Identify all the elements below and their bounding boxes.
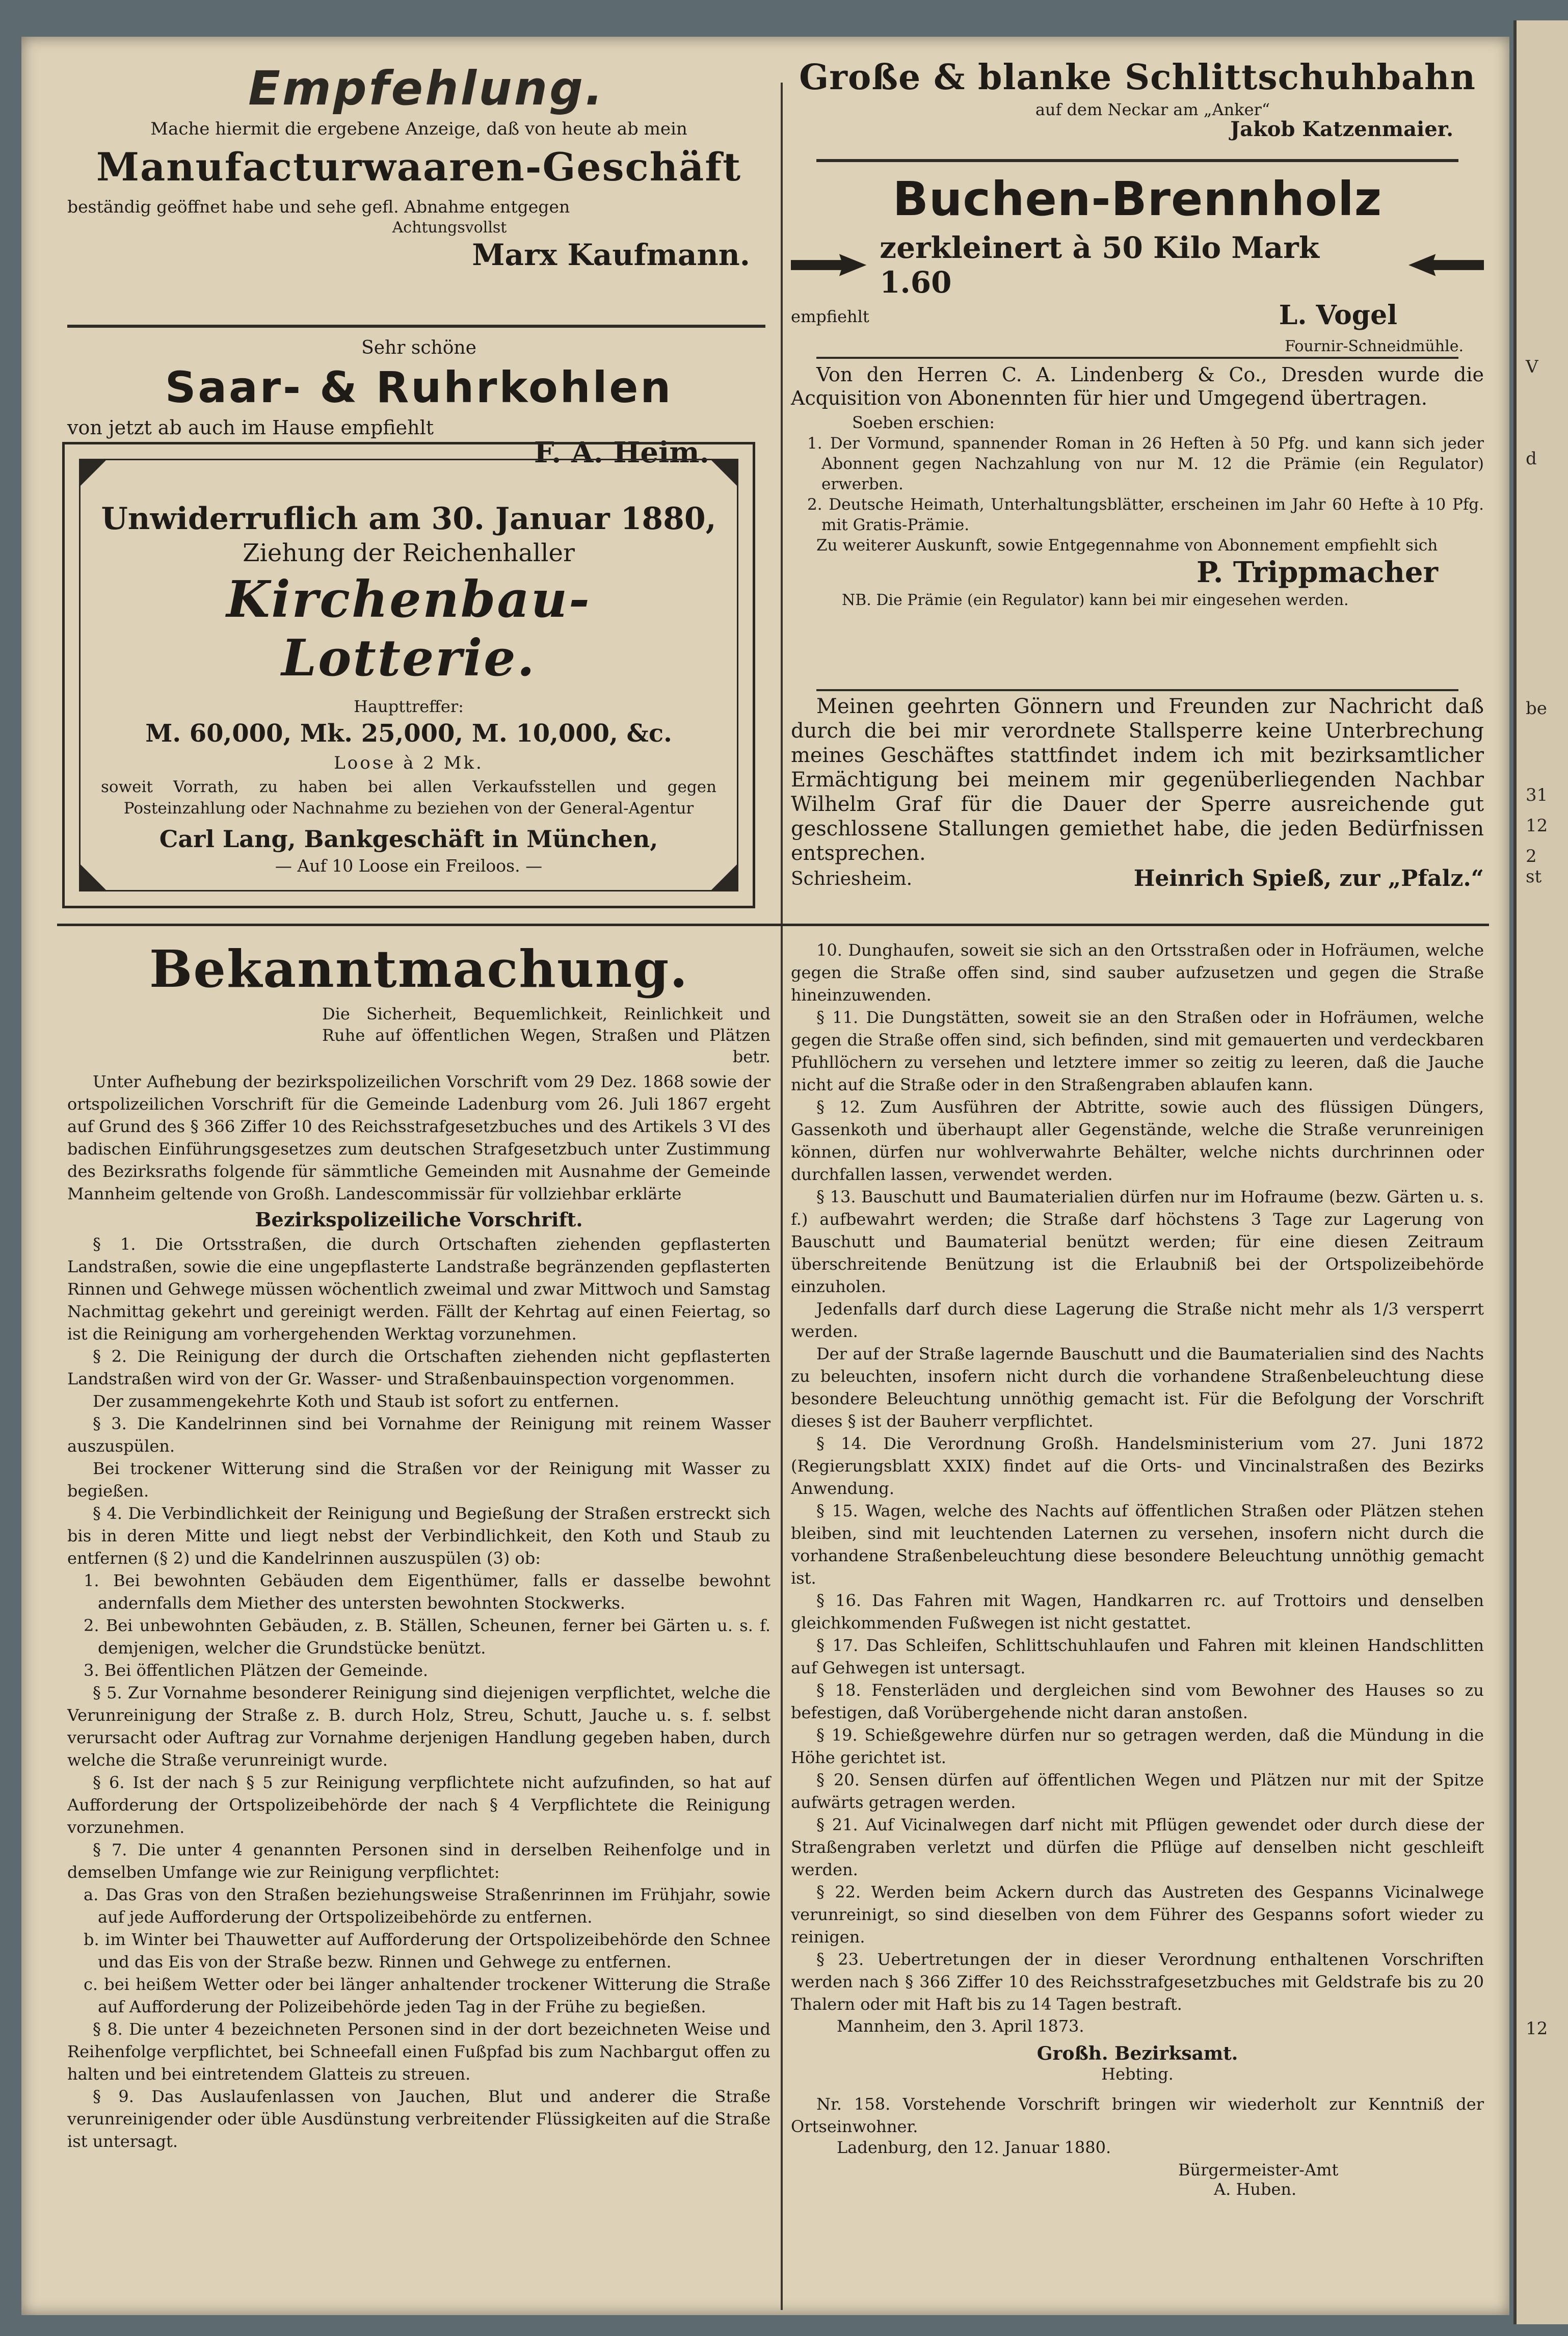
edge-fragment: 2 [1526,846,1537,867]
bekanntmachung-section [67,939,770,2153]
paragraph: § 2. Die Reinigung der durch die Ortschaften ziehenden nicht gepflasterten Landstraßen wird von der Gr. Wasser- und Straßenbauinspection vorgenommen. [67,1347,770,1388]
notice-mayor: A. Huben. [1214,2180,1297,2199]
paragraph: § 8. Die unter 4 bezeichneten Personen sind in der dort bezeichneten Weise und Reihenfolge verpflichtet, bei Schneefall einen Fußpfad bis zum Nachbargut offen zu halten und bei eintretendem Glatteis zu streuen. [67,2019,770,2084]
corner-ornament-icon [79,459,108,487]
ad-text: von jetzt ab auch im Hause empfiehlt [67,416,434,439]
ad-text: beständig geöffnet habe und sehe gefl. Abnahme entgegen [67,197,570,217]
ad-signature: Marx Kaufmann. [472,238,750,272]
list-item: 2. Bei unbewohnten Gebäuden, z. B. Ställen, Scheunen, ferner bei Gärten u. s. f. demjenigen, welcher die Grundstücke benützt. [84,1616,770,1658]
paragraph: § 17. Das Schleifen, Schlittschuhlaufen und Fahren mit kleinen Handschlitten auf Gehwegen ist untersagt. [791,1636,1484,1677]
corner-ornament-icon [710,459,738,487]
edge-fragment: 12 [1526,816,1548,836]
paragraph: Der auf der Straße lagernde Bauschutt und die Baumaterialien sind des Nachts zu beleuchten, insofern nicht durch die vorhandene Straßenbeleuchtung diese besondere Beleuchtung unnöthig gemacht ist. Für die Befolgung der Vorschrift dieses § ist der Bauherr verpflichtet. [791,1344,1484,1431]
pointing-hand-right-icon [791,250,866,280]
notice-authority: Großh. Bezirksamt. [1037,2043,1238,2064]
lottery-agent: Carl Lang, Bankgeschäft in München, [159,825,658,853]
paragraph: § 7. Die unter 4 genannten Personen sind in derselben Reihenfolge und in demselben Umfange wie zur Reinigung verpflichtet: [67,1840,770,1882]
notice-office: Bürgermeister-Amt [1178,2160,1339,2180]
paragraph: § 4. Die Verbindlichkeit der Reinigung und Begießung der Straßen erstreckt sich bis in deren Mitte und liegt nebst der Verbindlichkeit, den Koth und Staub zu entfernen (§ 2) und die Kandelrinnen auszuspülen (3) ob: [67,1504,770,1568]
paragraph: Bei trockener Witterung sind die Straßen vor der Reinigung mit Wasser zu begießen. [67,1459,770,1501]
ad-empfehlung [67,61,770,272]
paragraph: Jedenfalls darf durch diese Lagerung die Straße nicht mehr als 1/3 versperrt werden. [791,1299,1484,1341]
notice-title: Bekanntmachung. [149,939,689,999]
lottery-subtitle: Ziehung der Reichenhaller [243,539,575,567]
separator [67,325,765,328]
ad-text: Sehr schöne [361,337,476,358]
ad-lottery-box [62,442,755,908]
paragraph: § 3. Die Kandelrinnen sind bei Vornahme der Reinigung mit reinem Wasser auszuspülen. [67,1414,770,1456]
notice-date: Mannheim, den 3. April 1873. [837,2016,1084,2036]
paragraph: Der zusammengekehrte Koth und Staub ist sofort zu entfernen. [93,1392,620,1411]
ad-note: NB. Die Prämie (ein Regulator) kann bei mir eingesehen werden. [842,591,1349,609]
ad-headline: Große & blanke Schlittschuhbahn [799,57,1476,98]
ad-lottery-inner-frame [79,459,738,891]
ad-closing: Achtungsvollst [392,219,507,237]
facing-page-edge [1513,20,1568,2324]
ad-text: zerkleinert à 50 Kilo Mark 1.60 [880,230,1319,300]
ad-signature: L. Vogel [1279,300,1397,331]
ad-text: empfiehlt [791,307,869,326]
ad-text: Meinen geehrten Gönnern und Freunden zur Nachricht daß durch die bei mir verordnete Stallsperre keine Unterbrechung meines Geschäftes stattfindet indem ich mit bezirksamtlicher Ermächtigung bei meinem mir gegenüberliegenden Nachbar Wilhelm Graf für die Dauer der Sperre ausreichende gut geschlossene Stallungen gemiethet habe, die jeden Bedürfnissen entsprechen. [791,695,1484,865]
ad-title: Empfehlung. [248,61,605,116]
ad-brennholz [791,172,1484,355]
column-divider [781,83,783,2310]
ad-abonnement [791,363,1484,609]
ad-text: Mache hiermit die ergebene Anzeige, daß von heute ab mein [150,119,687,139]
lottery-headline: Kirchenbau-Lotterie. [226,570,591,688]
paragraph: § 23. Uebertretungen der in dieser Verordnung enthaltenen Vorschriften werden nach § 366 Ziffer 10 des Reichsstrafgesetzbuches mit Geldstrafe bis zu 20 Thalern oder mit Haft bis zu 14 Tagen bestraft. [791,1950,1484,2014]
edge-fragment: 12 [1526,2018,1548,2039]
notice-subject: Die Sicherheit, Bequemlichkeit, Reinlichkeit und Ruhe auf öffentlichen Wegen, Straßen und Plätzen betr. [322,1004,770,1066]
list-item: b. im Winter bei Thauwetter auf Aufforderung der Ortspolizeibehörde den Schnee und das Eis von der Straße bezw. Rinnen und Gehwege zu entfernen. [84,1930,770,1972]
ad-headline: Buchen-Brennholz [892,172,1383,226]
ad-business-name: Manufacturwaaren-Geschäft [96,144,742,190]
edge-fragment: st [1526,867,1542,887]
ad-signature: Heinrich Spieß, zur „Pfalz.“ [1133,865,1484,891]
ad-signature: F. A. Heim. [534,436,709,469]
list-item: 2. Deutsche Heimath, Unterhaltungsblätter, erscheinen im Jahr 60 Hefte à 10 Pfg. mit Gratis-Prämie. [807,495,1484,534]
separator [816,689,1458,691]
paragraph: Nr. 158. Vorstehende Vorschrift bringen wir wiederholt zur Kenntniß der Ortseinwohner. [791,2094,1484,2136]
paragraph: 10. Dunghaufen, soweit sie sich an den Ortsstraßen oder in Hofräumen, welche gegen die Straße offen sind, sind sauber aufzusetzen und gegen die Straße hineinzuwenden. [791,940,1484,1005]
paragraph: § 22. Werden beim Ackern durch das Austreten des Gespanns Vicinalwege verunreinigt, so sind dieselben von dem Führer des Gespanns sofort wieder zu reinigen. [791,1882,1484,1947]
notice-continuation [791,939,1484,2199]
edge-fragment: d [1526,449,1537,469]
separator [816,159,1458,162]
paragraph: § 18. Fensterläden und dergleichen sind vom Bewohner des Hauses so zu befestigen, daß Vorübergehende nicht daran anstoßen. [791,1681,1484,1722]
paragraph: § 11. Die Dungstätten, soweit sie an den Straßen oder in Hofräumen, welche gegen die Straße offen sind, sich befinden, sind mit gemauerten und verdeckbaren Pfuhllöchern zu versehen und letztere immer so zeitig zu leeren, daß die Jauche nicht auf die Straße oder in den Straßengraben ablaufen kann. [791,1008,1484,1094]
lottery-prizes: M. 60,000, Mk. 25,000, M. 10,000, &c. [145,719,672,748]
edge-fragment: 31 [1526,785,1548,805]
ad-subsignature: Fournir-Schneidmühle. [1285,337,1464,355]
paragraph: § 16. Das Fahren mit Wagen, Handkarren rc. auf Trottoirs und denselben gleichkommenden Fußwegen ist nicht gestattet. [791,1591,1484,1633]
ad-signature: P. Trippmacher [1196,556,1438,589]
lottery-price: Loose à 2 Mk. [334,753,484,773]
notice-heading: Bezirkspolizeiliche Vorschrift. [255,1208,583,1231]
paragraph: § 21. Auf Vicinalwegen darf nicht mit Pflügen gewendet oder durch diese der Straßengraben verletzt und dürfen die Pflüge auf denselben nicht geschleift werden. [791,1815,1484,1879]
paragraph: § 12. Zum Ausführen der Abtritte, sowie auch des flüssigen Düngers, Gassenkoth und überhaupt aller Gegenstände, welche die Straße verunreinigen können, dürfen nur wohlverwahrte Behälter, welche nichts durchrinnen oder durchfallen lassen, verwendet werden. [791,1097,1484,1184]
ad-text: Von den Herren C. A. Lindenberg & Co., Dresden wurde die Acquisition von Abonennten für hier und Umgegend übertragen. [791,363,1484,409]
paragraph: § 15. Wagen, welche des Nachts auf öffentlichen Straßen oder Plätzen stehen bleiben, sind mit leuchtenden Laternen zu versehen, insofern nicht durch die vorhandene Straßenbeleuchtung diese besondere Beleuchtung unnöthig gemacht ist. [791,1501,1484,1588]
list-item: 3. Bei öffentlichen Plätzen der Gemeinde. [84,1661,429,1680]
paragraph: § 19. Schießgewehre dürfen nur so getragen werden, daß die Mündung in die Höhe gerichtet ist. [791,1725,1484,1767]
list-item: a. Das Gras von den Straßen beziehungsweise Straßenrinnen im Frühjahr, sowie auf jede Aufforderung der Ortspolizeibehörde zu entfernen. [84,1885,770,1927]
paragraph: § 20. Sensen dürfen auf öffentlichen Wegen und Plätzen nur mit der Spitze aufwärts getragen werden. [791,1770,1484,1812]
list-item: 1. Bei bewohnten Gebäuden dem Eigenthümer, falls er dasselbe bewohnt andernfalls dem Miether des untersten bewohnten Stockwerks. [84,1571,770,1613]
notice-place-date: Ladenburg, den 12. Januar 1880. [837,2138,1111,2157]
ad-schlittschuhbahn [791,57,1484,141]
separator [816,357,1458,359]
lottery-date: Unwiderruflich am 30. Januar 1880, [101,501,716,537]
lottery-bonus: — Auf 10 Loose ein Freiloos. — [275,856,543,876]
notice-official: Hebting. [1101,2064,1174,2084]
ad-text: Zu weiterer Auskunft, sowie Entgegennahme von Abonnement empfiehlt sich [816,536,1438,555]
list-item: c. bei heißem Wetter oder bei länger anhaltender trockener Witterung die Straße auf Aufforderung der Polizeibehörde jeden Tag in der Frühe zu begießen. [84,1975,770,2016]
edge-fragment: V [1526,357,1538,377]
newspaper-page [21,37,1509,2315]
paragraph: § 5. Zur Vornahme besonderer Reinigung sind diejenigen verpflichtet, welche die Verunreinigung der Straße z. B. durch Holz, Streu, Schutt, Jauche u. s. f. selbst verursacht oder Auftrag zur Vornahme derjenigen Handlung gegeben haben, durch welche die Straße verunreinigt wurde. [67,1683,770,1770]
paragraph: § 14. Die Verordnung Großh. Handelsministerium vom 27. Juni 1872 (Regierungsblatt XXIX) findet auf die Orts- und Vincinalstraßen des Bezirks Anwendung. [791,1434,1484,1498]
edge-fragment: be [1526,698,1547,719]
ad-signature: Jakob Katzenmaier. [1230,117,1453,141]
paragraph: § 1. Die Ortsstraßen, die durch Ortschaften ziehenden gepflasterten Landstraßen, sowie die eine ungepflasterte Landstraße begränzenden gepflasterten Rinnen und Gehwege müssen wöchentlich zweimal und zwar Mittwoch und Samstag Nachmittag gekehrt und gereinigt werden. Fällt der Kehrtag auf einen Feiertag, so ist die Reinigung am vorhergehenden Werktag vorzunehmen. [67,1235,770,1344]
separator [57,924,1489,926]
lottery-prizes-label: Haupttreffer: [354,697,464,716]
ad-text: Soeben erschien: [852,413,995,432]
ad-place: Schriesheim. [791,869,913,889]
ad-text: auf dem Neckar am „Anker“ [1035,100,1270,119]
notice-intro: Unter Aufhebung der bezirkspolizeilichen Vorschrift vom 29 Dez. 1868 sowie der ortspolizeilichen Vorschrift für die Gemeinde Ladenburg vom 26. Juli 1867 ergeht auf Grund des § 366 Ziffer 10 des Reichsstrafgesetzbuches und des Artikels 3 VI des badischen Einführungsgesetzes zum deutschen Strafgesetzbuch unter Zustimmung des Bezirksraths folgende für sämmtliche Gemeinden mit Ausnahme der Gemeinde Mannheim geltende von Großh. Landescommissär für vollziehbar erklärte [67,1072,770,1203]
pointing-hand-left-icon [1408,250,1484,280]
ad-headline: Saar- & Ruhrkohlen [165,362,673,412]
paragraph: § 13. Bauschutt und Baumaterialien dürfen nur im Hofraume (bezw. Gärten u. s. f.) aufbewahrt werden; die Straße darf höchstens 3 Tage zur Lagerung von Bauschutt und Baumaterial benützt werden; für eine diesen Zeitraum überschreitende Benützung ist die Erlaubniß bei der Ortspolizeibehörde einzuholen. [791,1187,1484,1296]
lottery-text: soweit Vorrath, zu haben bei allen Verkaufsstellen und gegen Posteinzahlung oder Nachnahme zu beziehen von der General-Agentur [101,778,716,818]
paragraph: § 6. Ist der nach § 5 zur Reinigung verpflichtete nicht aufzufinden, so hat auf Aufforderung der Ortspolizeibehörde der nach § 4 Verpflichtete die Reinigung vorzunehmen. [67,1773,770,1837]
list-item: 1. Der Vormund, spannender Roman in 26 Heften à 50 Pfg. und kann sich jeder Abonnent gegen Nachzahlung von nur M. 12 die Prämie (ein Regulator) erwerben. [807,434,1484,493]
paragraph: § 9. Das Auslaufenlassen von Jauchen, Blut und anderer die Straße verunreinigender oder üble Ausdünstung verbreitender Flüssigkeiten auf die Straße ist untersagt. [67,2087,770,2151]
ad-stallsperre [791,694,1484,894]
